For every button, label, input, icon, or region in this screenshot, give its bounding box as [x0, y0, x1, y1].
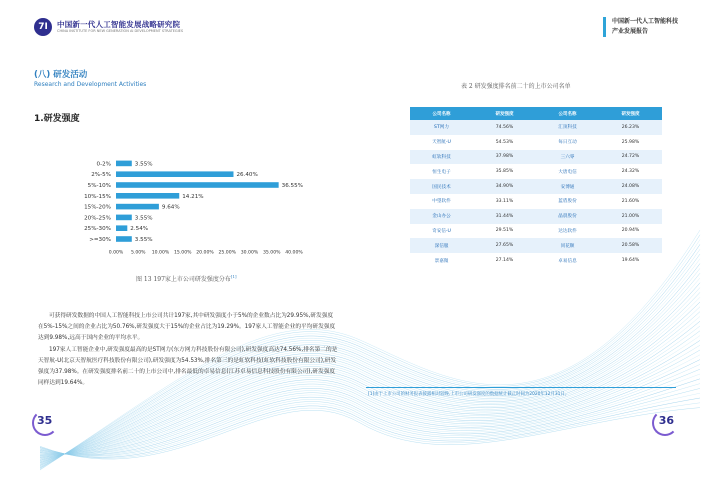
category-label: 0-2% [96, 161, 111, 168]
company-name-cell: 大唐电信 [536, 164, 599, 179]
footnote: [1]由于上市公司的财务报表披露相对较晚,上市公司研发强度的数据统计截止时间为2020年12月31日。 [368, 392, 570, 397]
table-header-cell: 研发强度 [599, 107, 662, 120]
x-tick-label: 15.00% [173, 250, 192, 256]
rd-intensity-cell: 21.00% [599, 209, 662, 224]
table-row [410, 238, 662, 253]
value-label: 3.55% [134, 161, 153, 168]
category-label: 15%-20% [84, 204, 111, 211]
x-tick-label: 40.00% [285, 250, 303, 256]
section-subtitle: Research and Development Activities [34, 81, 147, 88]
chart-caption-footnote-ref: [1] [230, 274, 237, 279]
company-name-cell: 同花顺 [536, 238, 599, 253]
chart-caption [136, 274, 237, 283]
company-name-cell: 金山办公 [410, 209, 473, 224]
table-row [410, 150, 662, 165]
table-caption: 表 2 研发强度排名前二十的上市公司名单 [461, 83, 571, 90]
x-tick-label: 0.00% [108, 250, 124, 256]
rd-intensity-cell: 24.08% [599, 179, 662, 194]
company-name-cell: 蓝盾股份 [536, 194, 599, 209]
top20-rd-table [410, 107, 662, 268]
x-tick-label: 20.00% [196, 250, 214, 256]
x-tick-label: 30.00% [240, 250, 259, 256]
table-row [410, 120, 662, 135]
company-name-cell: 安博通 [536, 179, 599, 194]
rd-intensity-cell: 33.11% [473, 194, 536, 209]
rd-intensity-cell: 20.58% [599, 238, 662, 253]
rd-intensity-cell: 21.60% [599, 194, 662, 209]
rd-intensity-cell: 29.51% [473, 224, 536, 239]
rd-intensity-cell: 27.65% [473, 238, 536, 253]
chart-caption-text: 图 13 197家上市公司研发强度分布 [136, 276, 231, 283]
rd-intensity-cell: 54.53% [473, 135, 536, 150]
body-paragraph: 可获得研发数据的中国人工智能科技上市公司共计197家,其中研发强度小于5%的企业数占比为29.95%,研发强度在5%-15%之间的企业占比为50.76%,研发强度大于15%的企业占比为19.29%。197家人工智能企业的平均研发强度达到9.98%,远高于国内企业的平均水平。 [38, 313, 336, 342]
bar [116, 204, 159, 210]
company-name-cell: 恒生电子 [410, 164, 473, 179]
institute-logo [34, 18, 183, 36]
sub-heading: 1.研发强度 [34, 114, 80, 124]
bar [116, 182, 279, 188]
rd-intensity-cell: 74.56% [473, 120, 536, 135]
category-label: 20%-25% [84, 215, 111, 222]
rd-intensity-cell: 27.14% [473, 253, 536, 268]
value-label: 26.40% [236, 172, 258, 179]
report-title-line2: 产业发展报告 [611, 28, 648, 35]
x-tick-label: 5.00% [130, 250, 146, 256]
x-tick-label: 25.00% [218, 250, 237, 256]
bar [116, 225, 127, 231]
table-header-row [410, 107, 662, 120]
company-name-cell: 汇顶科技 [536, 120, 599, 135]
company-name-cell: 深信服 [410, 238, 473, 253]
body-paragraph: 197家人工智能企业中,研发强度最高的是ST网力(东方网力科技股份有限公司),研发强度高达74.56%,排名第二的是天智航-U(北京天智航医疗科技股份有限公司),研发强度为54.53%,排名第三的是虹软科技(虹软科技股份有限公司),研发强度为37.98%。在研发强度排名前二十的上市公司中,排名最低的卓易信息(江苏卓易信息科技股份有限公司),研发强度同样达到19.64%。 [38, 346, 338, 387]
bar [116, 215, 132, 221]
report-title-line1: 中国新一代人工智能科技 [611, 18, 678, 25]
rd-intensity-cell: 35.85% [473, 164, 536, 179]
table-row [410, 209, 662, 224]
category-label: >=30% [89, 237, 111, 243]
category-label: 10%-15% [84, 193, 111, 200]
table-row [410, 224, 662, 239]
value-label: 14.21% [182, 193, 204, 200]
page-number-right: 36 [658, 414, 674, 427]
rd-intensity-cell: 37.98% [473, 150, 536, 165]
company-name-cell: 晶晨股份 [536, 209, 599, 224]
table-header-cell: 公司名称 [410, 107, 473, 120]
page-number-left: 35 [37, 414, 53, 427]
rd-intensity-cell: 19.64% [599, 253, 662, 268]
rd-intensity-cell: 24.72% [599, 150, 662, 165]
rd-intensity-bar-chart [60, 152, 310, 264]
category-label: 5%-10% [87, 183, 111, 189]
logo-subtitle: CHINA INSTITUTE FOR NEW GENERATION AI DEVELOPMENT STRATEGIES [57, 29, 184, 33]
value-label: 2.54% [130, 226, 149, 233]
rd-intensity-cell: 24.32% [599, 164, 662, 179]
table-row [410, 253, 662, 268]
company-name-cell: 奇安信-U [410, 224, 473, 239]
bar [116, 161, 132, 167]
company-name-cell: 三六零 [536, 150, 599, 165]
table-header-cell: 研发强度 [473, 107, 536, 120]
value-label: 3.55% [134, 215, 153, 222]
company-name-cell: 卓易信息 [536, 253, 599, 268]
company-name-cell: 中望软件 [410, 194, 473, 209]
bar [116, 193, 179, 199]
x-tick-label: 35.00% [262, 250, 281, 256]
company-name-cell: 虹软科技 [410, 150, 473, 165]
table-row [410, 194, 662, 209]
logo-mark: 7I [34, 18, 52, 36]
body-text [38, 311, 338, 389]
company-name-cell: 景嘉微 [410, 253, 473, 268]
rd-intensity-cell: 25.98% [599, 135, 662, 150]
section-title: (八) 研发活动 [34, 70, 88, 80]
table-row [410, 179, 662, 194]
table-header-cell: 公司名称 [536, 107, 599, 120]
bar [116, 236, 132, 242]
category-label: 2%-5% [91, 172, 111, 179]
category-label: 25%-30% [84, 226, 111, 233]
rd-intensity-cell: 26.23% [599, 120, 662, 135]
rd-intensity-cell: 20.94% [599, 224, 662, 239]
value-label: 9.64% [161, 204, 180, 211]
rd-intensity-cell: 31.44% [473, 209, 536, 224]
value-label: 36.55% [281, 183, 303, 189]
value-label: 3.55% [134, 237, 153, 243]
footnote-divider [366, 387, 676, 388]
bar [116, 171, 233, 177]
logo-title: 中国新一代人工智能发展战略研究院 [57, 19, 181, 29]
table-row [410, 135, 662, 150]
company-name-cell: 达达软件 [536, 224, 599, 239]
x-tick-label: 10.00% [151, 250, 170, 256]
company-name-cell: 国民技术 [410, 179, 473, 194]
report-title-tag [603, 17, 678, 37]
company-name-cell: 每日互动 [536, 135, 599, 150]
table-row [410, 164, 662, 179]
company-name-cell: ST网力 [410, 120, 473, 135]
company-name-cell: 天智航-U [410, 135, 473, 150]
rd-intensity-cell: 34.90% [473, 179, 536, 194]
